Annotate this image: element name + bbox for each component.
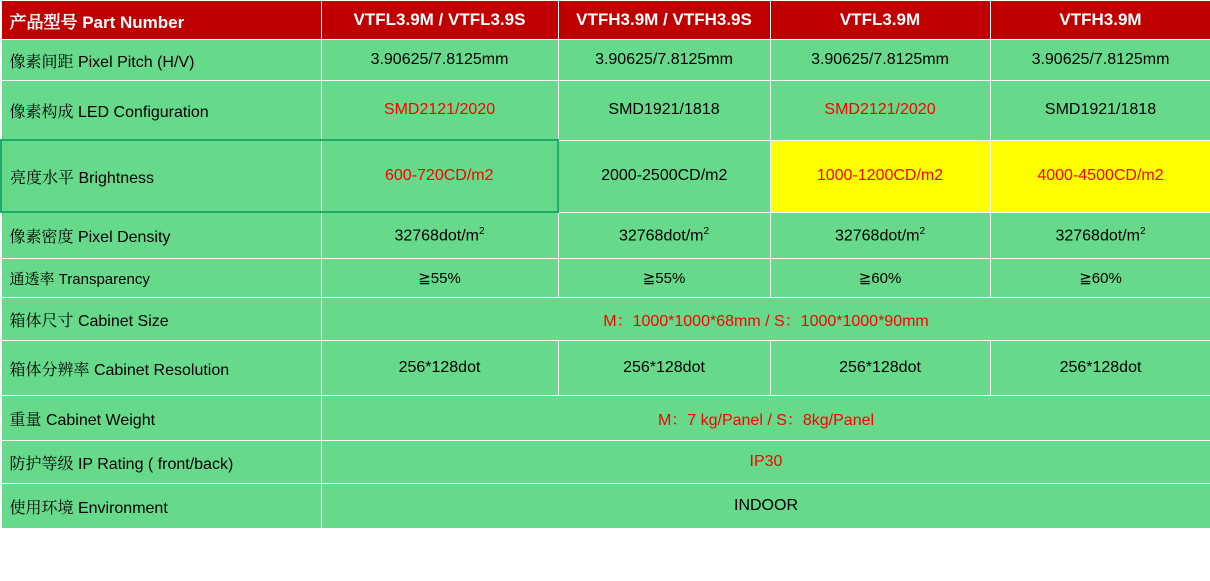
table-row (1, 140, 1210, 212)
header-col-2: VTFH3.9M / VTFH3.9S (558, 1, 770, 40)
row-label-environment: 使用环境 Environment (1, 484, 321, 529)
row-label-transparency: 通透率 Transparency (1, 259, 321, 298)
superscript: 2 (919, 225, 926, 237)
cabinet-resolution-col-2: 256*128dot (558, 341, 770, 396)
header-col-4: VTFH3.9M (990, 1, 1210, 40)
row-label-brightness: 亮度水平 Brightness (1, 140, 321, 212)
row-label-cabinet-size: 箱体尺寸 Cabinet Size (1, 298, 321, 341)
header-label: 产品型号 Part Number (1, 1, 321, 40)
brightness-col-1: 600-720CD/m2 (321, 140, 558, 212)
header-col-1: VTFL3.9M / VTFL3.9S (321, 1, 558, 40)
pixel-density-col-3 (770, 212, 990, 259)
pixel-density-value-2: 32768dot/m (618, 226, 704, 244)
row-label-pixel-pitch: 像素间距 Pixel Pitch (H/V) (1, 40, 321, 81)
transparency-col-1: ≧55% (321, 259, 558, 298)
table-row (1, 441, 1210, 484)
row-label-led-configuration: 像素构成 LED Configuration (1, 81, 321, 141)
transparency-col-4: ≧60% (990, 259, 1210, 298)
led-config-col-2: SMD1921/1818 (558, 81, 770, 141)
pixel-pitch-col-4: 3.90625/7.8125mm (990, 40, 1210, 81)
pixel-density-col-2 (558, 212, 770, 259)
brightness-col-2: 2000-2500CD/m2 (558, 140, 770, 212)
pixel-pitch-col-3: 3.90625/7.8125mm (770, 40, 990, 81)
row-label-ip-rating: 防护等级 IP Rating ( front/back) (1, 441, 321, 484)
transparency-col-3: ≧60% (770, 259, 990, 298)
table-header-row (1, 1, 1210, 40)
brightness-col-3: 1000-1200CD/m2 (770, 140, 990, 212)
cabinet-size-value: M：1000*1000*68mm / S：1000*1000*90mm (321, 298, 1210, 341)
row-label-pixel-density: 像素密度 Pixel Density (1, 212, 321, 259)
pixel-density-value-1: 32768dot/m (394, 227, 479, 245)
table-row (1, 298, 1210, 341)
led-config-col-4: SMD1921/1818 (990, 81, 1210, 141)
cabinet-resolution-col-1: 256*128dot (321, 341, 558, 396)
table-row (1, 212, 1210, 259)
pixel-density-col-4 (990, 212, 1210, 259)
table-row (1, 396, 1210, 441)
transparency-col-2: ≧55% (558, 259, 770, 298)
ip-rating-value: IP30 (321, 441, 1210, 484)
pixel-density-value-4: 32768dot/m (1055, 226, 1140, 244)
table-row (1, 341, 1210, 396)
cabinet-resolution-col-3: 256*128dot (770, 341, 990, 396)
brightness-col-4: 4000-4500CD/m2 (990, 140, 1210, 212)
led-config-col-3: SMD2121/2020 (770, 81, 990, 141)
pixel-pitch-col-1: 3.90625/7.8125mm (321, 40, 558, 81)
pixel-pitch-col-2: 3.90625/7.8125mm (558, 40, 770, 81)
header-col-3: VTFL3.9M (770, 1, 990, 40)
cabinet-resolution-col-4: 256*128dot (990, 341, 1210, 396)
superscript: 2 (703, 225, 710, 237)
table-row (1, 40, 1210, 81)
environment-value: INDOOR (321, 484, 1210, 529)
pixel-density-value-3: 32768dot/m (834, 226, 920, 244)
superscript: 2 (478, 225, 485, 237)
led-config-col-1: SMD2121/2020 (321, 81, 558, 141)
table-row (1, 259, 1210, 298)
superscript: 2 (1139, 225, 1146, 237)
row-label-cabinet-resolution: 箱体分辨率 Cabinet Resolution (1, 341, 321, 396)
row-label-cabinet-weight: 重量 Cabinet Weight (1, 396, 321, 441)
cabinet-weight-value: M：7 kg/Panel / S：8kg/Panel (321, 396, 1210, 441)
table-row (1, 484, 1210, 529)
table-row (1, 81, 1210, 141)
pixel-density-col-1 (321, 212, 558, 259)
